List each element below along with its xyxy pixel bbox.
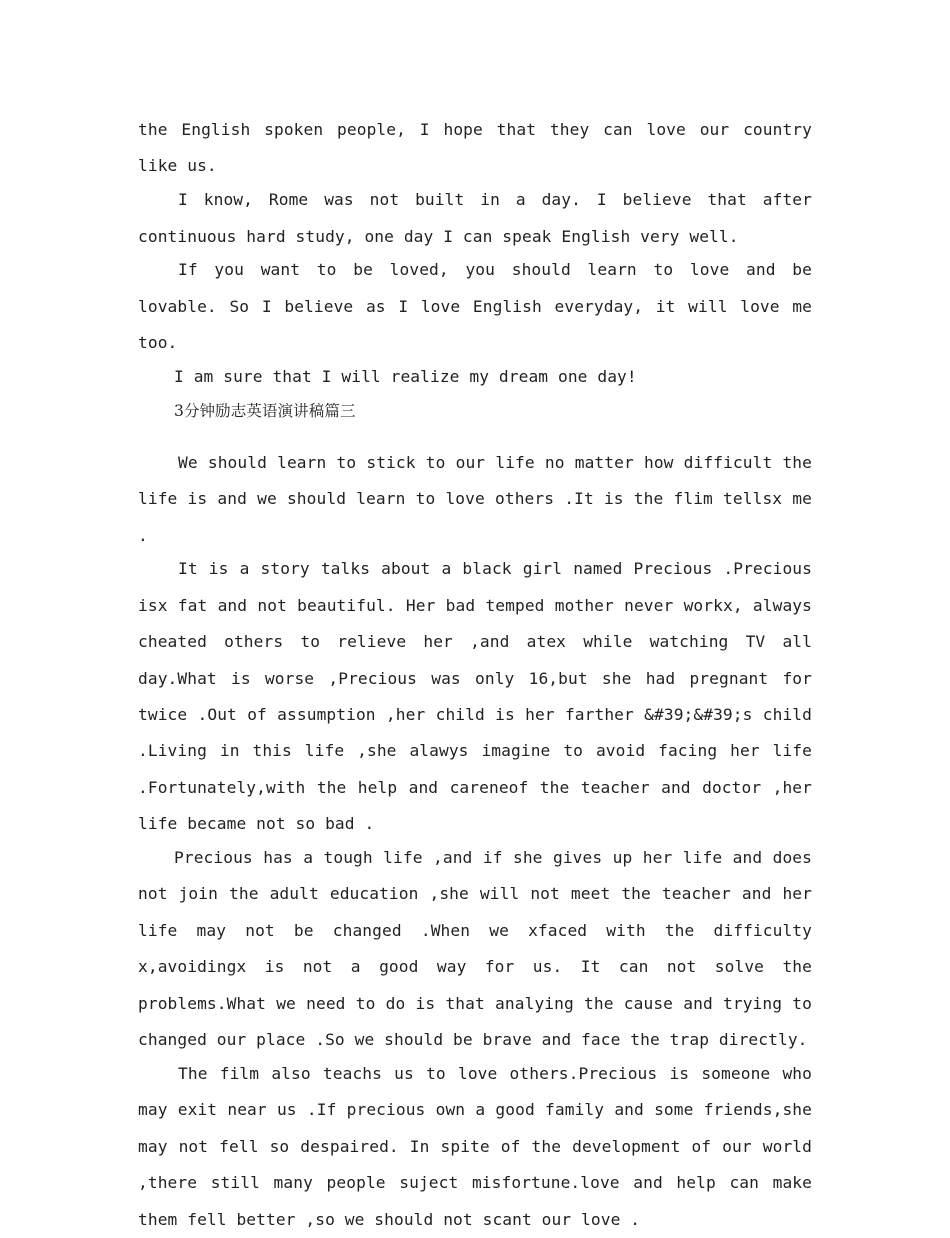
paragraph-story: It is a story talks about a black girl named Precious .Precious isx fat and not beautiful. Her bad temped mother never workx, always cheated others to relieve her ,and atex while watching TV all day.What is worse ,Precious was only 16,but she had pregnant for twice .Out of assumption ,her child is her farther &#39;&#39;s child .Living in this life ,she alawys imagine to avoid facing her life .Fortunately,with the help and careneof the teacher and doctor ,her life became not so bad . xyxy=(138,559,812,834)
paragraph-tough-life: Precious has a tough life ,and if she gives up her life and does not join the adult education ,she will not meet the teacher and her life may not be changed .When we xfaced with the difficulty x,avoidingx is not a good way for us. It can not solve the problems.What we need to do is that analying the cause and trying to changed our place .So we should be brave and face the trap directly. xyxy=(138,848,812,1050)
paragraph-love-others: The film also teachs us to love others.Precious is someone who may exit near us .If precious own a good family and some friends,she may not fell so despaired. In spite of the development of our world ,there still many people suject misfortune.love and help can make them fell better ,so we should not scant our love . xyxy=(138,1063,812,1229)
document-page xyxy=(138,112,812,1238)
section-heading: 3分钟励志英语演讲稿篇三 xyxy=(174,401,356,420)
paragraph-rome: I know, Rome was not built in a day. I believe that after continuous hard study, one day I can speak English very well. xyxy=(138,190,812,246)
paragraph-stick-to-life: We should learn to stick to our life no matter how difficult the life is and we should learn to love others .It is the flim tellsx me . xyxy=(138,452,812,545)
paragraph-continuation: the English spoken people, I hope that they can love our country like us. xyxy=(138,120,812,176)
paragraph-loved: If you want to be loved, you should learn to love and be lovable. So I believe as I love English everyday, it will love me too. xyxy=(138,260,812,353)
paragraph-dream: I am sure that I will realize my dream one day! xyxy=(174,367,637,387)
